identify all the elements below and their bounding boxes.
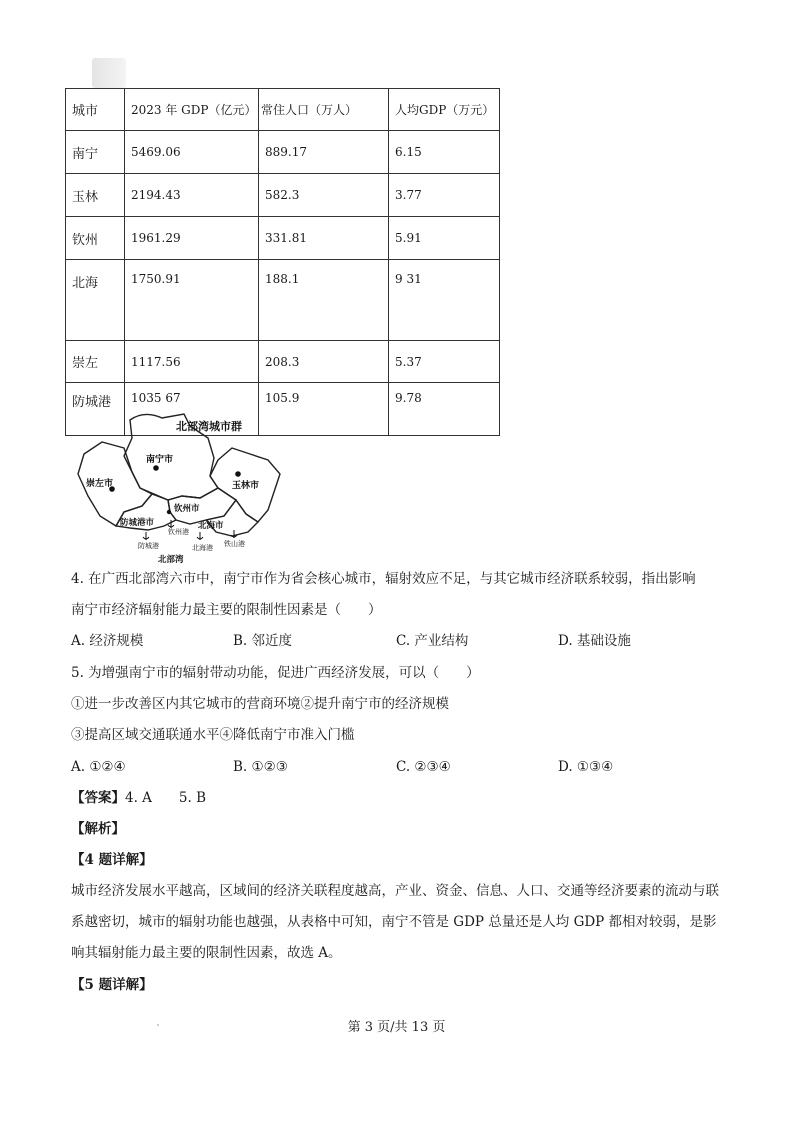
- yulin-dot: [235, 471, 241, 477]
- cell-gdp: 1961.29: [125, 217, 259, 260]
- header-city: 城市: [66, 89, 125, 131]
- analysis-label: 【解析】: [71, 821, 125, 837]
- gdp-table: [65, 88, 500, 436]
- map-label-chongzuo: 崇左市: [86, 479, 114, 489]
- table-row: [66, 174, 500, 217]
- cell-population: 889.17: [259, 131, 389, 174]
- header-gdp: 2023 年 GDP（亿元）: [125, 89, 259, 131]
- anchor-icon: [231, 530, 237, 538]
- q5-line2: ①进一步改善区内其它城市的营商环境②提升南宁市的经济规模: [71, 696, 449, 712]
- map-label-yulin: 玉林市: [232, 481, 260, 491]
- cell-per-capita: 5.91: [389, 217, 500, 260]
- map-port-qinzhou: 钦州港: [168, 528, 189, 536]
- cell-population: 105.9: [259, 383, 389, 436]
- cell-gdp: 2194.43: [125, 174, 259, 217]
- qinzhou-dot: [167, 510, 171, 514]
- cell-city: 钦州: [66, 217, 125, 260]
- table-header-row: [66, 89, 500, 131]
- table-row: [66, 217, 500, 260]
- cell-per-capita: 5.37: [389, 341, 500, 383]
- header-population: 常住人口（万人）: [259, 89, 389, 131]
- table-row: [66, 260, 500, 341]
- cell-gdp: 1035 67: [125, 383, 259, 436]
- q4-option-d: D. 基础设施: [558, 633, 631, 649]
- q4-option-c: C. 产业结构: [396, 633, 469, 649]
- q4-option-b: B. 邻近度: [233, 633, 293, 649]
- q5-option-a: A. ①②④: [71, 759, 126, 775]
- page-footer: 第 3 页/共 13 页: [347, 1020, 446, 1035]
- cell-city: 崇左: [66, 341, 125, 383]
- answer-label: 【答案】: [71, 790, 125, 806]
- detail4-text: 城市经济发展水平越高，区域间的经济关联程度越高，产业、资金、信息、人口、交通等经济要素的流动与联系越密切，城市的辐射功能也越强，从表格中可知，南宁不管是 GDP 总量还是人均 GDP 都相对较弱，是影响其辐射能力最主要的限制性因素，故选 A。: [71, 883, 719, 961]
- detail4-label: 【4 题详解】: [71, 852, 153, 868]
- q5-line3: ③提高区域交通联通水平④降低南宁市准入门槛: [71, 727, 355, 743]
- cell-per-capita: 9.78: [389, 383, 500, 436]
- cell-per-capita: 3.77: [389, 174, 500, 217]
- map-label-qinzhou: 钦州市: [174, 504, 200, 514]
- cell-per-capita: 6.15: [389, 131, 500, 174]
- detail5-label: 【5 题详解】: [71, 977, 153, 993]
- map-label-nanning: 南宁市: [146, 455, 174, 465]
- q4-option-a: A. 经济规模: [71, 633, 144, 649]
- beibu-gulf-map: [72, 408, 292, 566]
- cell-gdp: 1750.91: [125, 260, 259, 341]
- cell-city: 南宁: [66, 131, 125, 174]
- map-label-fangchenggang: 防城港市: [120, 518, 155, 528]
- anchor-icon: [197, 532, 203, 540]
- map-port-tieshan: 铁山港: [224, 540, 245, 548]
- table-row: [66, 131, 500, 174]
- answer-value: 4. A 5. B: [125, 790, 207, 806]
- q5-option-b: B. ①②③: [233, 759, 288, 775]
- map-label-beihai: 北海市: [198, 521, 224, 531]
- scan-smudge: [92, 58, 126, 88]
- q5-option-c: C. ②③④: [396, 759, 451, 775]
- cell-gdp: 1117.56: [125, 341, 259, 383]
- nanning-dot: [153, 465, 159, 471]
- cell-population: 582.3: [259, 174, 389, 217]
- cell-population: 208.3: [259, 341, 389, 383]
- cell-city: 玉林: [66, 174, 125, 217]
- cell-gdp: 5469.06: [125, 131, 259, 174]
- q4-line1: 4. 在广西北部湾六市中，南宁市作为省会核心城市，辐射效应不足，与其它城市经济联系较弱，指出影响: [71, 571, 696, 587]
- map-title: 北部湾城市群: [176, 420, 242, 433]
- cell-per-capita: 9 31: [389, 260, 500, 341]
- cell-population: 331.81: [259, 217, 389, 260]
- anchor-icon: [143, 532, 149, 540]
- q5-line1: 5. 为增强南宁市的辐射带动功能，促进广西经济发展，可以（ ）: [71, 665, 480, 681]
- cell-city: 防城港: [66, 383, 125, 436]
- table-row: [66, 341, 500, 383]
- answer-line: [71, 788, 206, 808]
- map-port-beihai: 北海港: [192, 544, 213, 552]
- cell-city: 北海: [66, 260, 125, 341]
- map-port-fangchenggang: 防城港: [138, 542, 159, 550]
- q5-option-d: D. ①③④: [558, 759, 614, 775]
- map-label-bay: 北部湾: [158, 555, 184, 565]
- q4-line2: 南宁市经济辐射能力最主要的限制性因素是（ ）: [71, 602, 382, 618]
- header-per-capita: 人均GDP（万元）: [389, 89, 500, 131]
- cell-population: 188.1: [259, 260, 389, 341]
